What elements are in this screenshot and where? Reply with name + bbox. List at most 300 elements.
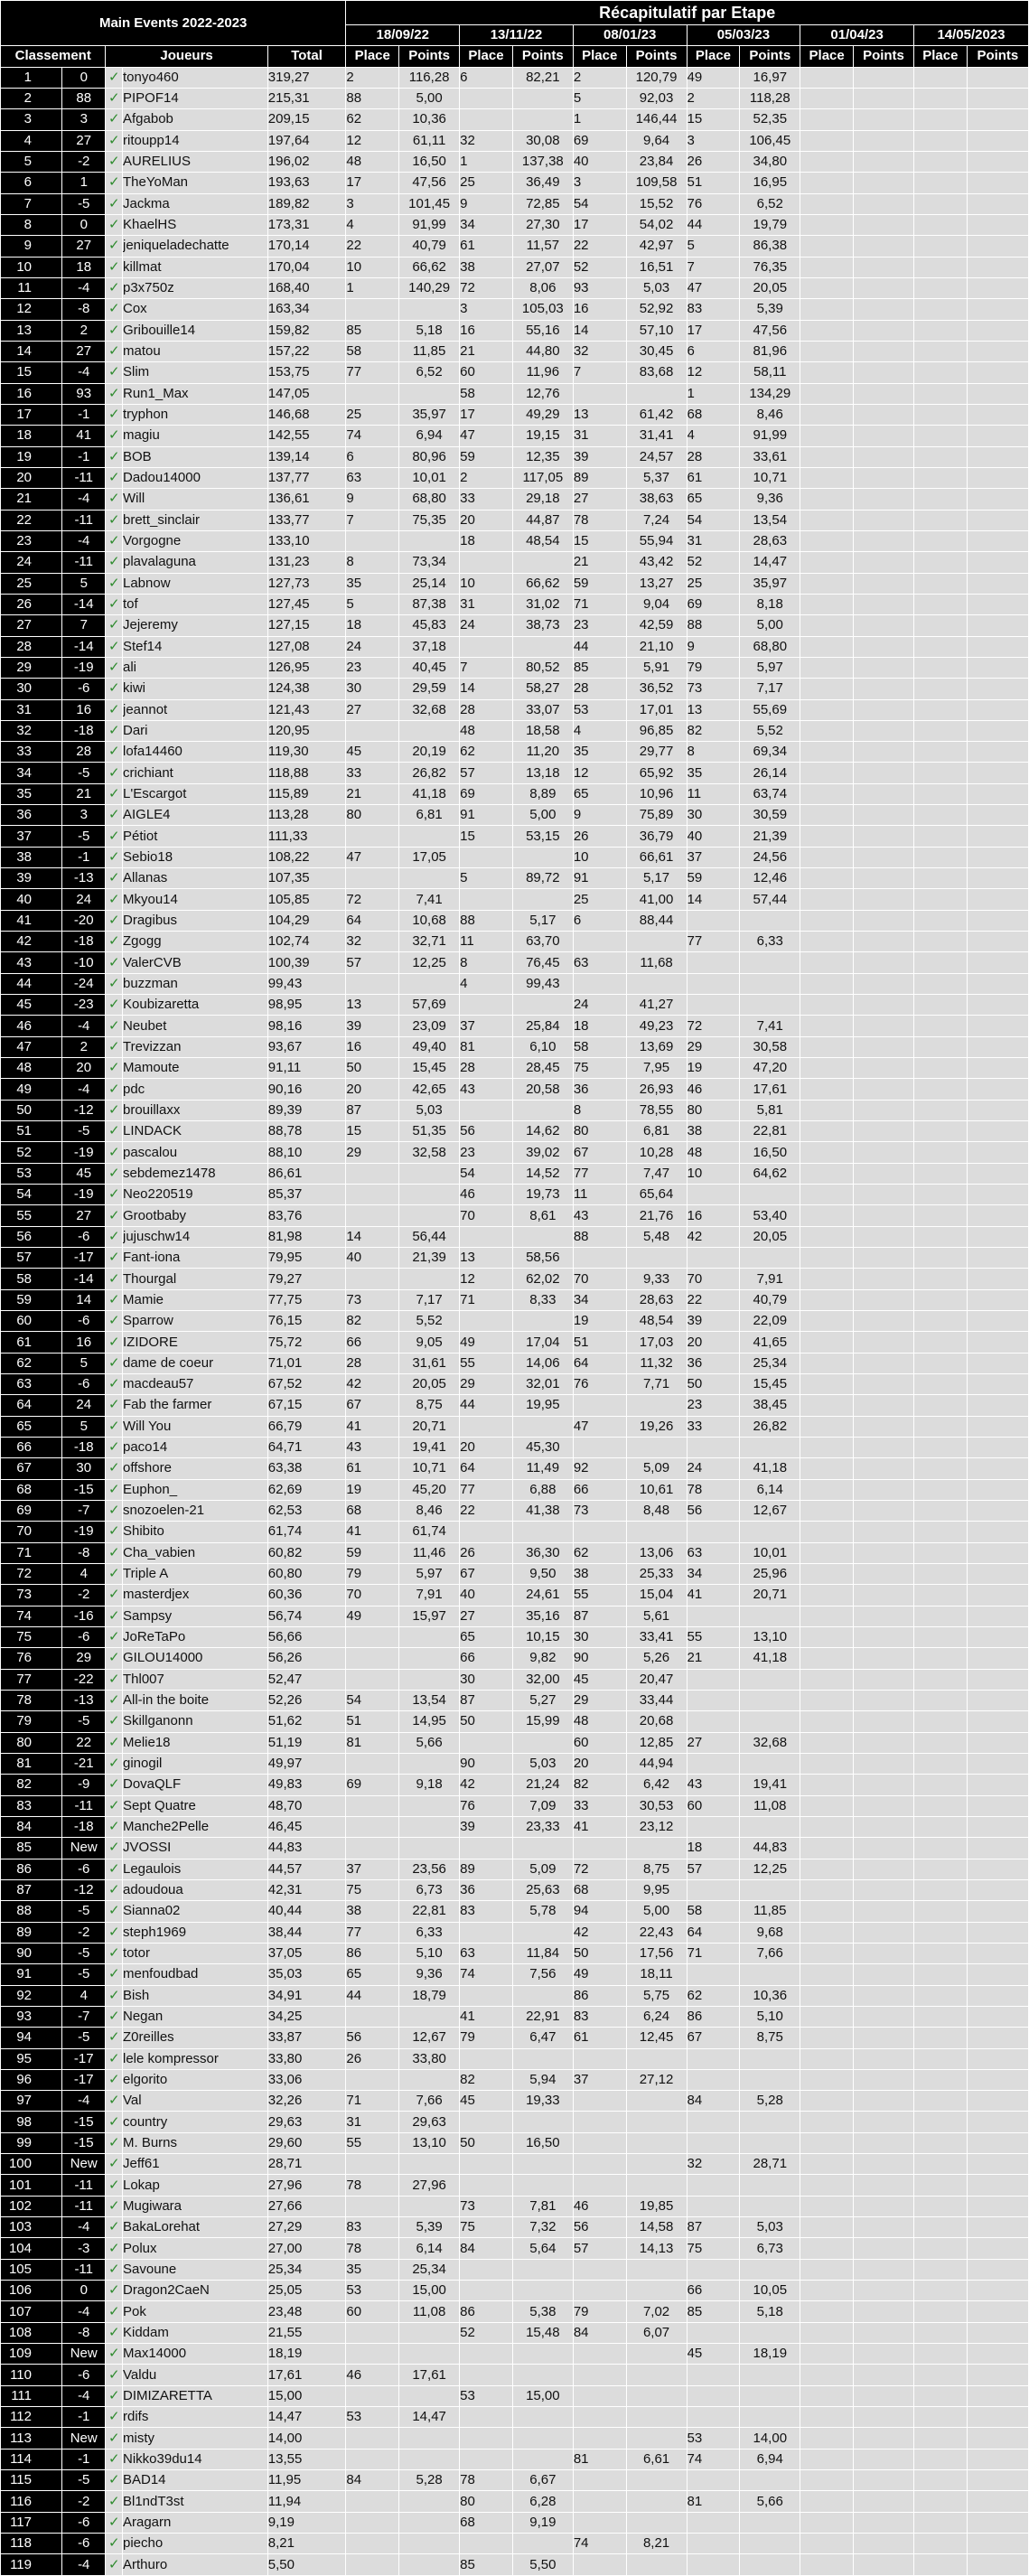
stage-empty-cell	[967, 932, 1028, 952]
total-points: 120,95	[267, 720, 346, 741]
total-points: 88,78	[267, 1121, 346, 1142]
player-name: Valdu	[123, 2365, 268, 2385]
stage-empty-cell	[967, 1626, 1028, 1647]
player-name: M. Burns	[123, 2132, 268, 2153]
rank-change: -15	[62, 2132, 106, 2153]
stage-points	[740, 1606, 800, 1626]
stage-points: 63,74	[740, 783, 800, 804]
total-points: 189,82	[267, 193, 346, 214]
stage-empty-cell	[913, 1458, 967, 1479]
stage-place: 85	[687, 2301, 740, 2322]
stage-empty-cell	[913, 1226, 967, 1247]
total-points: 99,43	[267, 973, 346, 994]
stage-place: 46	[460, 1185, 513, 1205]
rank-change: 5	[62, 1353, 106, 1373]
stage-place: 90	[573, 1648, 626, 1669]
stage-points: 6,42	[626, 1775, 687, 1795]
player-name: pdc	[123, 1079, 268, 1100]
table-row	[1, 1269, 1029, 1289]
stage-empty-cell	[800, 2301, 854, 2322]
stage-empty-cell	[913, 720, 967, 741]
rank-number: 66	[16, 1439, 32, 1456]
rank-number: 24	[16, 554, 32, 570]
check-icon: ✓	[106, 1226, 123, 1247]
rank-number: 105	[8, 2261, 32, 2277]
rank-number: 82	[16, 1776, 32, 1793]
stage-empty-cell	[913, 489, 967, 510]
table-row	[1, 1964, 1029, 1985]
stage-points: 18,58	[512, 720, 573, 741]
rank-change: -5	[62, 1901, 106, 1922]
stage-place: 66	[687, 2281, 740, 2301]
stage-empty-cell	[800, 2281, 854, 2301]
stage-place: 31	[573, 426, 626, 446]
check-icon: ✓	[106, 2554, 123, 2575]
stage-points: 10,71	[399, 1458, 460, 1479]
total-points: 133,77	[267, 510, 346, 530]
rank-change: -1	[62, 404, 106, 425]
stage-place: 16	[573, 299, 626, 320]
stage-place: 26	[460, 1542, 513, 1563]
stage-place: 6	[573, 910, 626, 931]
player-name: Grootbaby	[123, 1205, 268, 1226]
stage-points: 10,71	[740, 467, 800, 488]
stage-place: 5	[687, 236, 740, 257]
rank-cell	[1, 1437, 62, 1457]
total-points: 146,68	[267, 404, 346, 425]
stage-points	[626, 2048, 687, 2069]
total-points: 32,26	[267, 2091, 346, 2112]
stage-empty-cell	[854, 299, 914, 320]
stage-place: 87	[460, 1690, 513, 1710]
total-points: 209,15	[267, 109, 346, 130]
stage-place	[460, 889, 513, 910]
rank-change: 27	[62, 236, 106, 257]
stage-empty-cell	[854, 2322, 914, 2343]
table-row	[1, 1100, 1029, 1120]
total-points: 49,97	[267, 1753, 346, 1774]
rank-cell	[1, 1838, 62, 1859]
rank-number: 10	[16, 258, 32, 275]
rank-cell	[1, 193, 62, 214]
total-points: 85,37	[267, 1185, 346, 1205]
total-points: 137,77	[267, 467, 346, 488]
stage-place	[687, 1690, 740, 1710]
rank-number: 89	[16, 1924, 32, 1940]
stage-empty-cell	[800, 1816, 854, 1837]
rank-number: 74	[16, 1607, 32, 1624]
stage-place	[687, 995, 740, 1016]
stage-points	[626, 2091, 687, 2112]
stage-place: 66	[460, 1648, 513, 1669]
stage-place: 33	[573, 1795, 626, 1816]
stage-place: 14	[346, 1226, 399, 1247]
stage-points	[626, 383, 687, 404]
stage-points: 33,44	[626, 1690, 687, 1710]
stage-empty-cell	[854, 88, 914, 108]
stage-place: 3	[346, 193, 399, 214]
stage-place: 57	[573, 2238, 626, 2259]
stage-empty-cell	[854, 932, 914, 952]
stage-empty-cell	[967, 783, 1028, 804]
stage-empty-cell	[854, 1058, 914, 1079]
stage-place: 62	[687, 1985, 740, 2006]
stage-place	[573, 2091, 626, 2112]
total-points: 127,45	[267, 594, 346, 614]
table-row	[1, 193, 1029, 214]
stage-empty-cell	[967, 1901, 1028, 1922]
player-name: ali	[123, 657, 268, 678]
player-name: Run1_Max	[123, 383, 268, 404]
stage-points: 15,48	[512, 2322, 573, 2343]
check-icon: ✓	[106, 1500, 123, 1521]
stage-points	[512, 2449, 573, 2469]
stage-empty-cell	[854, 1879, 914, 1900]
check-icon: ✓	[106, 2175, 123, 2196]
stage-place: 20	[346, 1079, 399, 1100]
table-row	[1, 1121, 1029, 1142]
stage-empty-cell	[800, 67, 854, 88]
total-points: 139,14	[267, 446, 346, 467]
stage-place: 16	[687, 1205, 740, 1226]
stage-place: 54	[573, 193, 626, 214]
rank-number: 65	[16, 1418, 32, 1434]
stage-points	[399, 1795, 460, 1816]
stage-points	[512, 2407, 573, 2428]
table-row	[1, 130, 1029, 151]
stage-place: 17	[460, 404, 513, 425]
stage-points: 91,99	[399, 214, 460, 235]
rank-change: 0	[62, 67, 106, 88]
stage-empty-cell	[800, 1416, 854, 1437]
total-points: 27,66	[267, 2196, 346, 2216]
stage-points: 8,89	[512, 783, 573, 804]
stage-points: 25,84	[512, 1016, 573, 1036]
table-row	[1, 932, 1029, 952]
stage-empty-cell	[967, 173, 1028, 193]
stage-points	[512, 1732, 573, 1753]
table-row	[1, 889, 1029, 910]
stage-points: 19,79	[740, 214, 800, 235]
check-icon: ✓	[106, 1690, 123, 1710]
rank-cell	[1, 1079, 62, 1100]
table-row	[1, 1648, 1029, 1669]
stage-empty-cell	[800, 1395, 854, 1416]
stage-place: 90	[460, 1753, 513, 1774]
stage-place: 32	[573, 341, 626, 361]
col-points: Points	[967, 46, 1028, 67]
table-row	[1, 783, 1029, 804]
stage-place: 91	[460, 805, 513, 826]
stage-place	[573, 2154, 626, 2175]
check-icon: ✓	[106, 742, 123, 763]
stage-points: 30,45	[626, 341, 687, 361]
stage-empty-cell	[800, 362, 854, 383]
stage-place: 42	[346, 1374, 399, 1395]
stage-place: 39	[460, 1816, 513, 1837]
stage-empty-cell	[913, 1585, 967, 1606]
stage-points: 5,00	[512, 805, 573, 826]
stage-points: 83,68	[626, 362, 687, 383]
rank-change: 24	[62, 1395, 106, 1416]
stage-place: 37	[573, 2069, 626, 2090]
total-points: 56,26	[267, 1648, 346, 1669]
stage-empty-cell	[800, 1248, 854, 1269]
stage-place	[573, 2428, 626, 2449]
check-icon: ✓	[106, 847, 123, 867]
stage-place: 79	[460, 2028, 513, 2048]
stage-points: 23,33	[512, 1816, 573, 1837]
stage-points: 109,58	[626, 173, 687, 193]
stage-points	[740, 2407, 800, 2428]
stage-empty-cell	[854, 1226, 914, 1247]
player-name: Manche2Pelle	[123, 1816, 268, 1837]
stage-empty-cell	[854, 2301, 914, 2322]
stage-points	[399, 299, 460, 320]
rank-cell	[1, 2365, 62, 2385]
table-row	[1, 2512, 1029, 2533]
total-points: 51,62	[267, 1711, 346, 1732]
rank-cell	[1, 1142, 62, 1163]
stage-empty-cell	[800, 805, 854, 826]
rank-cell	[1, 552, 62, 573]
stage-empty-cell	[854, 1775, 914, 1795]
check-icon: ✓	[106, 1626, 123, 1647]
stage-place: 15	[460, 826, 513, 847]
col-joueurs: Joueurs	[106, 46, 267, 67]
stage-points: 29,77	[626, 742, 687, 763]
stage-empty-cell	[967, 341, 1028, 361]
rank-cell	[1, 1100, 62, 1120]
stage-empty-cell	[967, 1079, 1028, 1100]
stage-points: 49,23	[626, 1016, 687, 1036]
check-icon: ✓	[106, 236, 123, 257]
stage-empty-cell	[913, 236, 967, 257]
check-icon: ✓	[106, 2028, 123, 2048]
check-icon: ✓	[106, 277, 123, 298]
stage-points: 5,00	[626, 1901, 687, 1922]
rank-cell	[1, 1458, 62, 1479]
player-name: Stef14	[123, 636, 268, 657]
total-points: 40,44	[267, 1901, 346, 1922]
rank-cell	[1, 1121, 62, 1142]
check-icon: ✓	[106, 1879, 123, 1900]
stage-points: 116,28	[399, 67, 460, 88]
stage-points	[399, 1669, 460, 1690]
stage-place: 78	[346, 2238, 399, 2259]
player-name: Bl1ndT3st	[123, 2491, 268, 2512]
rank-change: 0	[62, 214, 106, 235]
stage-place	[573, 1248, 626, 1269]
stage-place: 16	[460, 320, 513, 341]
stage-points	[626, 1395, 687, 1416]
player-name: tonyo460	[123, 67, 268, 88]
stage-empty-cell	[913, 109, 967, 130]
rank-change: -19	[62, 657, 106, 678]
stage-empty-cell	[800, 1500, 854, 1521]
rank-cell	[1, 1711, 62, 1732]
total-points: 127,08	[267, 636, 346, 657]
table-row	[1, 2407, 1029, 2428]
stage-points: 41,65	[740, 1332, 800, 1353]
stage-empty-cell	[967, 1479, 1028, 1500]
rank-change: -15	[62, 1479, 106, 1500]
stage-points: 5,03	[399, 1100, 460, 1120]
rank-change: -8	[62, 2322, 106, 2343]
rank-number: 45	[16, 997, 32, 1013]
stage-empty-cell	[967, 1669, 1028, 1690]
stage-place: 9	[687, 636, 740, 657]
stage-empty-cell	[913, 910, 967, 931]
stage-place: 64	[573, 1353, 626, 1373]
stage-empty-cell	[854, 1458, 914, 1479]
stage-place	[687, 1816, 740, 1837]
player-name: Sebio18	[123, 847, 268, 867]
stage-empty-cell	[854, 783, 914, 804]
stage-empty-cell	[967, 489, 1028, 510]
stage-place: 55	[460, 1353, 513, 1373]
stage-place: 76	[573, 1374, 626, 1395]
stage-points: 14,58	[626, 2217, 687, 2238]
player-name: Mamoute	[123, 1058, 268, 1079]
stage-empty-cell	[854, 657, 914, 678]
stage-empty-cell	[967, 510, 1028, 530]
player-name: misty	[123, 2428, 268, 2449]
stage-place: 67	[346, 1395, 399, 1416]
stage-place: 57	[687, 1859, 740, 1879]
table-row	[1, 742, 1029, 763]
rank-change: -4	[62, 2301, 106, 2322]
stage-points: 7,47	[626, 1163, 687, 1184]
rank-cell	[1, 109, 62, 130]
stage-empty-cell	[800, 1522, 854, 1542]
stage-points: 105,03	[512, 299, 573, 320]
stage-empty-cell	[967, 2048, 1028, 2069]
stage-empty-cell	[800, 594, 854, 614]
stage-points	[512, 2048, 573, 2069]
stage-empty-cell	[967, 2428, 1028, 2449]
stage-place: 76	[687, 193, 740, 214]
stage-place: 48	[687, 1142, 740, 1163]
player-name: Zgogg	[123, 932, 268, 952]
stage-place	[573, 2365, 626, 2385]
stage-place	[573, 2470, 626, 2491]
rank-cell	[1, 2175, 62, 2196]
rank-cell	[1, 1289, 62, 1310]
stage-points: 5,10	[399, 1943, 460, 1963]
stage-points: 23,84	[626, 151, 687, 172]
total-points: 115,89	[267, 783, 346, 804]
stage-empty-cell	[800, 1058, 854, 1079]
check-icon: ✓	[106, 130, 123, 151]
stage-empty-cell	[800, 2132, 854, 2153]
rank-cell	[1, 2491, 62, 2512]
stage-empty-cell	[913, 1269, 967, 1289]
player-name: Fant-iona	[123, 1248, 268, 1269]
stage-place	[687, 2385, 740, 2406]
check-icon: ✓	[106, 1563, 123, 1584]
stage-points	[399, 1269, 460, 1289]
stage-place: 8	[460, 952, 513, 973]
stage-empty-cell	[913, 2132, 967, 2153]
rank-change: -11	[62, 510, 106, 530]
rank-number: 1	[23, 69, 32, 85]
stage-place: 63	[573, 952, 626, 973]
stage-place	[460, 1838, 513, 1859]
total-points: 121,43	[267, 699, 346, 720]
rank-number: 27	[16, 617, 32, 633]
rank-number: 29	[16, 660, 32, 675]
stage-empty-cell	[967, 636, 1028, 657]
total-points: 60,82	[267, 1542, 346, 1563]
total-points: 77,75	[267, 1289, 346, 1310]
rank-number: 23	[16, 533, 32, 549]
stage-place: 65	[687, 489, 740, 510]
stage-empty-cell	[854, 510, 914, 530]
table-row	[1, 1879, 1029, 1900]
rank-change: -14	[62, 636, 106, 657]
rank-number: 73	[16, 1587, 32, 1603]
stage-place	[687, 2512, 740, 2533]
table-row	[1, 277, 1029, 298]
table-row	[1, 1901, 1029, 1922]
stage-place	[460, 88, 513, 108]
stage-points: 7,91	[740, 1269, 800, 1289]
stage-place: 83	[687, 299, 740, 320]
stage-empty-cell	[854, 847, 914, 867]
rank-cell	[1, 1585, 62, 1606]
check-icon: ✓	[106, 2428, 123, 2449]
stage-points: 65,64	[626, 1185, 687, 1205]
player-name: masterdjex	[123, 1585, 268, 1606]
stage-empty-cell	[967, 1500, 1028, 1521]
rank-number: 21	[16, 491, 32, 507]
rank-change: -11	[62, 2259, 106, 2280]
stage-points: 61,42	[626, 404, 687, 425]
stage-place: 71	[346, 2091, 399, 2112]
col-place: Place	[573, 46, 626, 67]
stage-points	[740, 2112, 800, 2132]
col-points: Points	[854, 46, 914, 67]
rank-cell	[1, 1185, 62, 1205]
stage-empty-cell	[854, 1626, 914, 1647]
stage-points: 72,85	[512, 193, 573, 214]
stage-empty-cell	[913, 1332, 967, 1353]
stage-empty-cell	[854, 615, 914, 636]
player-name: AURELIUS	[123, 151, 268, 172]
stage-empty-cell	[800, 489, 854, 510]
stage-points	[740, 2069, 800, 2090]
stage-place	[460, 2112, 513, 2132]
stage-place: 75	[346, 1879, 399, 1900]
rank-change: 16	[62, 699, 106, 720]
total-points: 8,21	[267, 2534, 346, 2554]
rank-cell	[1, 320, 62, 341]
stage-empty-cell	[967, 868, 1028, 889]
stage-empty-cell	[967, 426, 1028, 446]
rank-number: 51	[16, 1123, 32, 1139]
stage-points: 10,28	[626, 1142, 687, 1163]
stage-place: 69	[346, 1775, 399, 1795]
col-place: Place	[460, 46, 513, 67]
stage-points: 19,95	[512, 1395, 573, 1416]
stage-empty-cell	[854, 995, 914, 1016]
rank-change: -6	[62, 679, 106, 699]
stage-empty-cell	[800, 151, 854, 172]
stage-points: 9,36	[399, 1964, 460, 1985]
col-place: Place	[687, 46, 740, 67]
rank-change: -17	[62, 2048, 106, 2069]
